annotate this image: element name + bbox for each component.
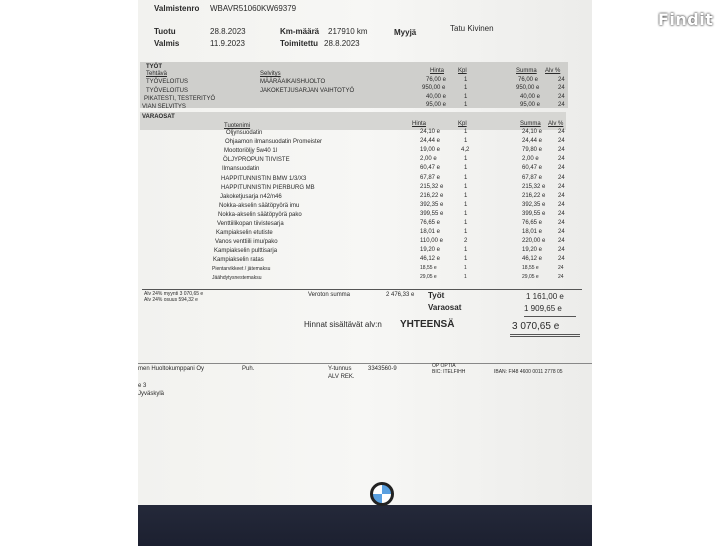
parts-row-3-sum: 79,80 e xyxy=(522,147,543,153)
grand-total-underline xyxy=(510,334,580,335)
parts-row-9-price: 392,35 e xyxy=(420,202,444,208)
works-row-1-sum: 76,00 e xyxy=(518,77,539,83)
parts-row-4-price: 2,00 e xyxy=(420,156,437,162)
valmis-label: Valmis xyxy=(154,39,180,48)
parts-row-11-vat: 24 xyxy=(558,220,565,226)
bank-name: OP OPTIA xyxy=(432,363,456,369)
parts-row-7-name: HAPPITUNNISTIN PIERBURG MB xyxy=(221,185,315,191)
parts-row-6-price: 67,87 e xyxy=(420,175,441,181)
parts-row-14-price: 19,20 e xyxy=(420,247,441,253)
works-col-vat: Alv % xyxy=(545,68,561,74)
parts-row-15-qty: 1 xyxy=(464,256,468,262)
parts-row-15-vat: 24 xyxy=(558,256,565,262)
right-margin xyxy=(592,0,728,546)
parts-row-11-price: 76,65 e xyxy=(420,220,441,226)
works-section-title: TYÖT xyxy=(146,64,162,70)
works-row-2-desc: JAKOKETJUSARJAN VAIHTOTYÖ xyxy=(260,88,355,94)
parts-band xyxy=(140,112,566,130)
parts-row-13-sum: 220,00 e xyxy=(522,238,546,244)
parts-row-10-name: Nokka-akselin säätöpyörä pako xyxy=(218,212,302,218)
parts-col-sum: Summa xyxy=(520,121,541,127)
parts-row-16-qty: 1 xyxy=(464,265,467,271)
parts-row-2-vat: 24 xyxy=(558,138,565,144)
vin-label: Valmistenro xyxy=(154,4,200,13)
bmw-logo-icon xyxy=(370,482,394,506)
parts-row-16-price: 18,55 e xyxy=(420,265,437,271)
works-row-1-vat: 24 xyxy=(558,77,565,83)
works-row-3-price: 40,00 e xyxy=(426,94,447,100)
parts-row-5-name: Ilmansuodatin xyxy=(222,166,260,172)
parts-row-4-sum: 2,00 e xyxy=(522,156,539,162)
parts-row-11-name: Venttiilikopan tiivistesarja xyxy=(217,221,284,227)
parts-row-8-qty: 1 xyxy=(464,193,468,199)
parts-row-7-price: 215,32 e xyxy=(420,184,444,190)
parts-row-17-sum: 29,05 e xyxy=(522,274,539,280)
grand-total-label: YHTEENSÄ xyxy=(400,319,455,330)
parts-row-14-qty: 1 xyxy=(464,247,468,253)
parts-row-15-price: 46,12 e xyxy=(420,256,441,262)
parts-row-2-qty: 1 xyxy=(464,138,468,144)
ytunnus-value: 3343560-9 xyxy=(368,366,397,372)
works-row-4-task: VIAN SELVITYS xyxy=(142,104,186,110)
works-total-label: Työt xyxy=(428,291,445,300)
parts-col-name: Tuotenimi xyxy=(224,123,251,129)
works-row-1-price: 76,00 e xyxy=(426,77,447,83)
findit-watermark-logo: Findit xyxy=(658,10,714,29)
parts-row-12-qty: 1 xyxy=(464,229,468,235)
works-row-2-price: 950,00 e xyxy=(422,85,446,91)
parts-row-8-vat: 24 xyxy=(558,193,565,199)
works-row-3-vat: 24 xyxy=(558,94,565,100)
works-row-1-qty: 1 xyxy=(464,77,468,83)
works-row-3-task: PIKATESTI, TESTERITYÖ xyxy=(144,96,216,102)
works-row-1-task: TYÖVELOITUS xyxy=(146,79,189,85)
parts-row-7-sum: 215,32 e xyxy=(522,184,546,190)
km-value: 217910 km xyxy=(328,27,368,36)
parts-row-4-name: ÖLJYPROPUN TIIVISTE xyxy=(223,157,290,163)
works-total-value: 1 161,00 e xyxy=(526,292,564,301)
parts-row-13-qty: 2 xyxy=(464,238,468,244)
parts-row-7-vat: 24 xyxy=(558,184,565,190)
parts-row-17-vat: 24 xyxy=(558,274,564,280)
works-row-2-task: TYÖVELOITUS xyxy=(146,88,189,94)
works-row-4-price: 95,00 e xyxy=(426,102,447,108)
parts-row-14-vat: 24 xyxy=(558,247,565,253)
parts-row-1-price: 24,10 e xyxy=(420,129,441,135)
parts-row-6-qty: 1 xyxy=(464,175,468,181)
parts-col-price: Hinta xyxy=(412,121,427,127)
parts-row-1-qty: 1 xyxy=(464,129,468,135)
parts-row-5-vat: 24 xyxy=(558,165,565,171)
parts-row-9-name: Nokka-akselin säätöpyörä imu xyxy=(219,203,300,209)
tax-free-label: Veroton summa xyxy=(308,292,351,298)
vat-included-note: Hinnat sisältävät alv:n xyxy=(304,320,382,329)
invoice-photo xyxy=(138,0,592,546)
parts-row-13-vat: 24 xyxy=(558,238,565,244)
parts-row-7-qty: 1 xyxy=(464,184,468,190)
works-row-1-desc: MÄÄRÄAIKAISHUOLTO xyxy=(260,79,326,85)
totals-divider xyxy=(142,289,582,290)
parts-col-vat: Alv % xyxy=(548,121,564,127)
parts-row-12-sum: 18,01 e xyxy=(522,229,543,235)
sum-underline xyxy=(524,316,576,317)
parts-row-12-vat: 24 xyxy=(558,229,565,235)
parts-row-15-sum: 46,12 e xyxy=(522,256,543,262)
grand-total-double-underline xyxy=(510,336,580,337)
parts-row-11-qty: 1 xyxy=(464,220,468,226)
parts-col-qty: Kpl xyxy=(458,121,467,127)
parts-row-14-name: Kampiakselin pulttisarja xyxy=(214,248,278,254)
works-col-task: Tehtävä xyxy=(146,71,168,77)
parts-row-10-price: 399,55 e xyxy=(420,211,444,217)
works-col-qty: Kpl xyxy=(458,68,467,74)
ytunnus-label: Y-tunnus xyxy=(328,366,352,372)
parts-total-value: 1 909,65 e xyxy=(524,304,562,313)
parts-row-11-sum: 76,65 e xyxy=(522,220,543,226)
parts-section-title: VARAOSAT xyxy=(142,114,175,120)
parts-row-1-vat: 24 xyxy=(558,129,565,135)
parts-row-12-name: Kampiakselin etutiste xyxy=(216,230,273,236)
vat-note-sales: Alv 24% myynti 3 070,65 e xyxy=(144,291,204,297)
parts-row-13-price: 110,00 e xyxy=(420,238,443,244)
company-name: men Huoltokumppani Oy xyxy=(138,366,205,372)
parts-row-6-vat: 24 xyxy=(558,175,565,181)
parts-row-17-price: 29,05 e xyxy=(420,274,437,280)
tuotu-value: 28.8.2023 xyxy=(210,27,246,36)
parts-row-4-vat: 24 xyxy=(558,156,565,162)
parts-row-3-name: Moottoriöljy 5w40 1l xyxy=(224,148,278,154)
parts-row-5-qty: 1 xyxy=(464,165,468,171)
parts-row-13-name: Vanos venttiili imu/pako xyxy=(215,239,278,245)
parts-row-8-name: Jakoketjusarja n42/n46 xyxy=(220,194,282,200)
parts-row-1-sum: 24,10 e xyxy=(522,129,543,135)
parts-row-3-vat: 24 xyxy=(558,147,565,153)
parts-row-5-sum: 60,47 e xyxy=(522,165,543,171)
parts-row-10-qty: 1 xyxy=(464,211,468,217)
footer-divider xyxy=(138,363,592,364)
parts-row-17-name: Jäähdytysnestemaksu xyxy=(212,275,262,281)
parts-row-4-qty: 1 xyxy=(464,156,468,162)
vat-note-share: Alv 24% osuus 594,32 e xyxy=(144,297,198,303)
parts-row-6-sum: 67,87 e xyxy=(522,175,543,181)
parts-row-16-sum: 18,55 e xyxy=(522,265,539,271)
works-col-sum: Summa xyxy=(516,68,537,74)
left-margin xyxy=(0,0,138,546)
toimitettu-value: 28.8.2023 xyxy=(324,39,360,48)
parts-row-5-price: 60,47 e xyxy=(420,165,441,171)
parts-row-3-qty: 4,2 xyxy=(461,147,470,153)
works-row-2-sum: 950,00 e xyxy=(516,85,540,91)
parts-row-8-price: 216,22 e xyxy=(420,193,444,199)
parts-row-2-price: 24,44 e xyxy=(420,138,441,144)
parts-row-6-name: HAPPITUNNISTIN BMW 1/3/X3 xyxy=(221,176,307,182)
parts-row-10-vat: 24 xyxy=(558,211,565,217)
works-row-2-vat: 24 xyxy=(558,85,565,91)
parts-total-label: Varaosat xyxy=(428,303,462,312)
grand-total-value: 3 070,65 e xyxy=(512,321,560,332)
tuotu-label: Tuotu xyxy=(154,27,176,36)
parts-row-2-name: Ohjaamon ilmansuodatin Promeister xyxy=(225,139,323,145)
works-row-4-vat: 24 xyxy=(558,102,565,108)
km-label: Km-määrä xyxy=(280,27,320,36)
works-row-3-sum: 40,00 e xyxy=(520,94,541,100)
parts-row-3-price: 19,00 e xyxy=(420,147,441,153)
parts-row-16-vat: 24 xyxy=(558,265,564,271)
phone-label: Puh. xyxy=(242,366,255,372)
parts-row-12-price: 18,01 e xyxy=(420,229,441,235)
parts-row-9-sum: 392,35 e xyxy=(522,202,546,208)
bank-bic: BIC: ITELFIHH xyxy=(432,369,466,375)
parts-row-10-sum: 399,55 e xyxy=(522,211,546,217)
alv-rek: ALV REK. xyxy=(328,374,355,380)
parts-row-9-vat: 24 xyxy=(558,202,565,208)
works-row-4-qty: 1 xyxy=(464,102,468,108)
parts-row-16-name: Pientarvikkeet / jätemaksu xyxy=(212,266,271,272)
parts-row-17-qty: 1 xyxy=(464,274,467,280)
myyja-label: Myyjä xyxy=(394,28,417,37)
bank-iban: IBAN: FI48 4600 0011 2778 05 xyxy=(494,369,563,375)
myyja-value: Tatu Kivinen xyxy=(450,24,494,33)
valmis-value: 11.9.2023 xyxy=(210,39,245,48)
works-row-3-qty: 1 xyxy=(464,94,468,100)
works-col-desc: Selvitys xyxy=(260,71,281,77)
parts-row-14-sum: 19,20 e xyxy=(522,247,543,253)
parts-row-15-name: Kampiakselin ratas xyxy=(213,257,264,263)
works-row-4-sum: 95,00 e xyxy=(520,102,541,108)
vin-value: WBAVR51060KW69379 xyxy=(210,4,297,13)
works-col-price: Hinta xyxy=(430,68,445,74)
address-city: Jyväskylä xyxy=(138,391,165,397)
parts-row-8-sum: 216,22 e xyxy=(522,193,546,199)
parts-row-9-qty: 1 xyxy=(464,202,468,208)
works-row-2-qty: 1 xyxy=(464,85,468,91)
tax-free-value: 2 476,33 e xyxy=(386,292,415,298)
toimitettu-label: Toimitettu xyxy=(280,39,319,48)
parts-row-2-sum: 24,44 e xyxy=(522,138,543,144)
parts-row-1-name: Öljynsuodatin xyxy=(226,130,263,136)
address-line: e 3 xyxy=(138,383,147,389)
